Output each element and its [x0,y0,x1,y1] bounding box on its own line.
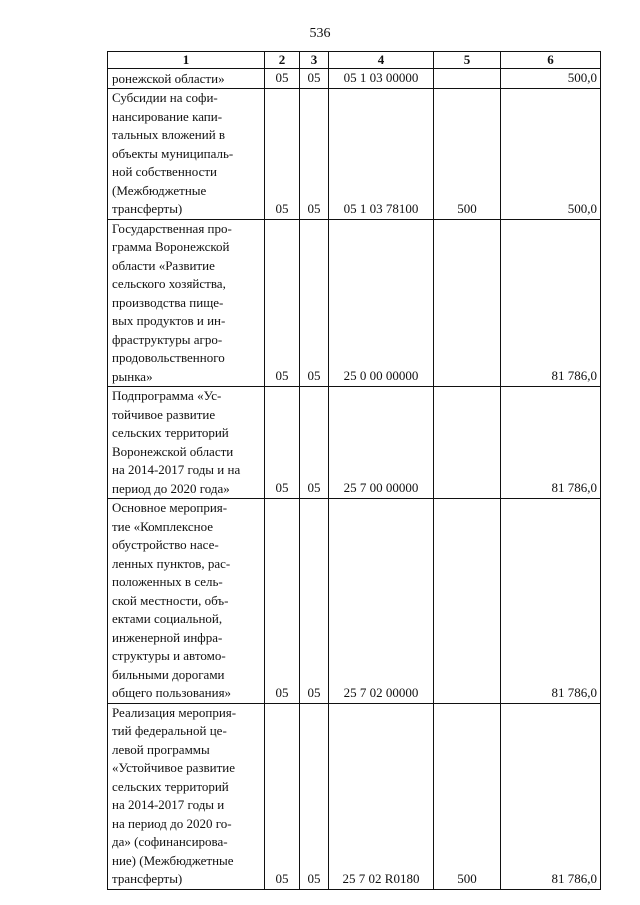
table-row [108,703,601,889]
row-section: 05 [265,69,300,89]
budget-table [107,51,601,890]
table-row [108,219,601,387]
row-expense-type [434,387,501,499]
header-col-6: 6 [501,52,601,69]
header-col-1: 1 [108,52,265,69]
table-header-row [108,52,601,69]
row-amount: 500,0 [501,89,601,220]
row-target-code: 25 0 00 00000 [329,219,434,387]
row-amount: 81 786,0 [501,387,601,499]
table-row [108,387,601,499]
row-section: 05 [265,89,300,220]
row-amount: 81 786,0 [501,219,601,387]
row-name: Основное мероприя- тие «Комплексное обустройство насе- ленных пунктов, рас- положенных в сель- ской местности, объ- ектами социальной, инженерной инфра- структуры и автомо- бильными дорогами общего пользования» [108,499,265,704]
header-col-4: 4 [329,52,434,69]
row-expense-type [434,219,501,387]
page-number: 536 [309,26,331,41]
header-col-3: 3 [300,52,329,69]
row-target-code: 05 1 03 00000 [329,69,434,89]
row-target-code: 25 7 02 00000 [329,499,434,704]
row-amount: 81 786,0 [501,703,601,889]
row-name: ронежской области» [108,69,265,89]
row-amount: 81 786,0 [501,499,601,704]
row-subsection: 05 [300,499,329,704]
row-name: Подпрограмма «Ус- тойчивое развитие сельских территорий Воронежской области на 2014-2017 годы и на период до 2020 года» [108,387,265,499]
table-row [108,69,601,89]
row-name: Субсидии на софи- нансирование капи- тальных вложений в объекты муниципаль- ной собственности (Межбюджетные трансферты) [108,89,265,220]
row-expense-type [434,69,501,89]
row-expense-type [434,499,501,704]
header-col-2: 2 [265,52,300,69]
table-row [108,499,601,704]
row-subsection: 05 [300,89,329,220]
row-expense-type: 500 [434,89,501,220]
row-subsection: 05 [300,219,329,387]
row-section: 05 [265,219,300,387]
row-expense-type: 500 [434,703,501,889]
row-subsection: 05 [300,703,329,889]
row-section: 05 [265,703,300,889]
header-col-5: 5 [434,52,501,69]
row-subsection: 05 [300,387,329,499]
row-subsection: 05 [300,69,329,89]
row-section: 05 [265,387,300,499]
row-name: Государственная про- грамма Воронежской области «Развитие сельского хозяйства, производства пище- вых продуктов и ин- фраструктуры агро- продовольственного рынка» [108,219,265,387]
row-target-code: 05 1 03 78100 [329,89,434,220]
row-target-code: 25 7 00 00000 [329,387,434,499]
row-amount: 500,0 [501,69,601,89]
row-target-code: 25 7 02 R0180 [329,703,434,889]
row-name: Реализация мероприя- тий федеральной це- левой программы «Устойчивое развитие сельских территорий на 2014-2017 годы и на период до 2020 го- да» (софинансирова- ние) (Межбюджетные трансферты) [108,703,265,889]
table-row [108,89,601,220]
row-section: 05 [265,499,300,704]
